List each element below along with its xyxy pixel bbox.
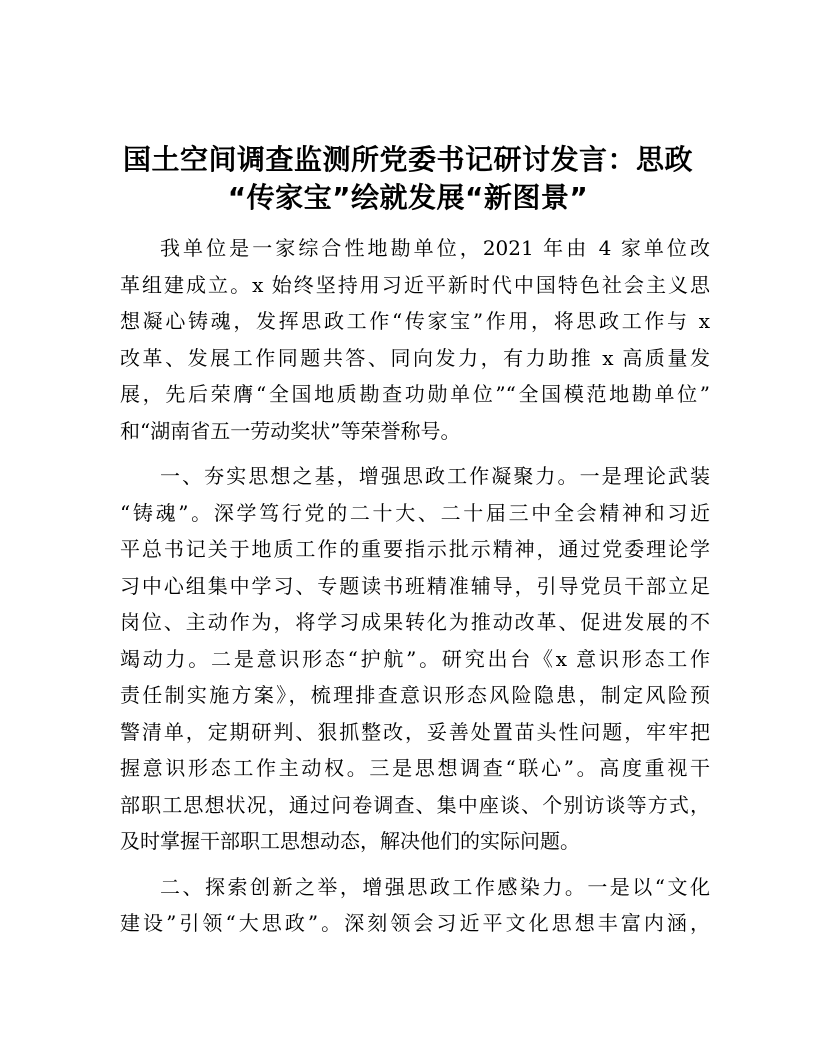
document-body (120, 230, 710, 942)
paragraph-line: 竭动力。二是意识形态“护航”。研究出台《x 意识形态工作 (120, 646, 710, 671)
paragraph-line: 革组建成立。x 始终坚持用习近平新时代中国特色社会主义思 (120, 272, 710, 297)
paragraph-line: 一、夯实思想之基，增强思政工作凝聚力。一是理论武装 (160, 464, 710, 488)
title-line-1: 国土空间调查监测所党委书记研讨发言：思政 (122, 143, 693, 176)
paragraph-line: “铸魂”。深学笃行党的二十大、二十届三中全会精神和习近 (120, 500, 710, 525)
title-line-2: “传家宝”绘就发展“新图景” (227, 181, 589, 214)
paragraph-line: 建设”引领“大思政”。深刻领会习近平文化思想丰富内涵， (120, 911, 710, 935)
paragraph-line: 我单位是一家综合性地勘单位，2021 年由 4 家单位改 (160, 236, 710, 260)
paragraph-line: 二、探索创新之举，增强思政工作感染力。一是以“文化 (160, 874, 710, 899)
paragraph-line: 习中心组集中学习、专题读书班精准辅导，引导党员干部立足 (120, 573, 710, 598)
paragraph-line: 平总书记关于地质工作的重要指示批示精神，通过党委理论学 (120, 537, 710, 561)
document-title (100, 141, 716, 217)
paragraph-line: 岗位、主动作为，将学习成果转化为推动改革、促进发展的不 (120, 610, 710, 634)
paragraph-line: 警清单，定期研判、狠抓整改，妥善处置苗头性问题，牢牢把 (120, 719, 710, 744)
paragraph-line: 想凝心铸魂，发挥思政工作“传家宝”作用，将思政工作与 x (120, 309, 710, 333)
paragraph-line: 责任制实施方案》，梳理排查意识形态风险隐患，制定风险预 (120, 683, 710, 707)
paragraph-line: 展，先后荣膺“全国地质勘查功勋单位”“全国模范地勘单位” (120, 382, 710, 406)
paragraph-line: 改革、发展工作同题共答、同向发力，有力助推 x 高质量发 (120, 345, 710, 370)
paragraph-intro (120, 230, 710, 449)
paragraph-line: 及时掌握干部职工思想动态，解决他们的实际问题。 (120, 829, 580, 853)
paragraph-line: 部职工思想状况，通过问卷调查、集中座谈、个别访谈等方式， (120, 792, 710, 817)
paragraph-line: 握意识形态工作主动权。三是思想调查“联心”。高度重视干 (120, 756, 710, 780)
paragraph-section-2 (120, 869, 710, 942)
paragraph-section-1 (120, 458, 710, 860)
paragraph-line: 和“湖南省五一劳动奖状”等荣誉称号。 (120, 418, 461, 443)
